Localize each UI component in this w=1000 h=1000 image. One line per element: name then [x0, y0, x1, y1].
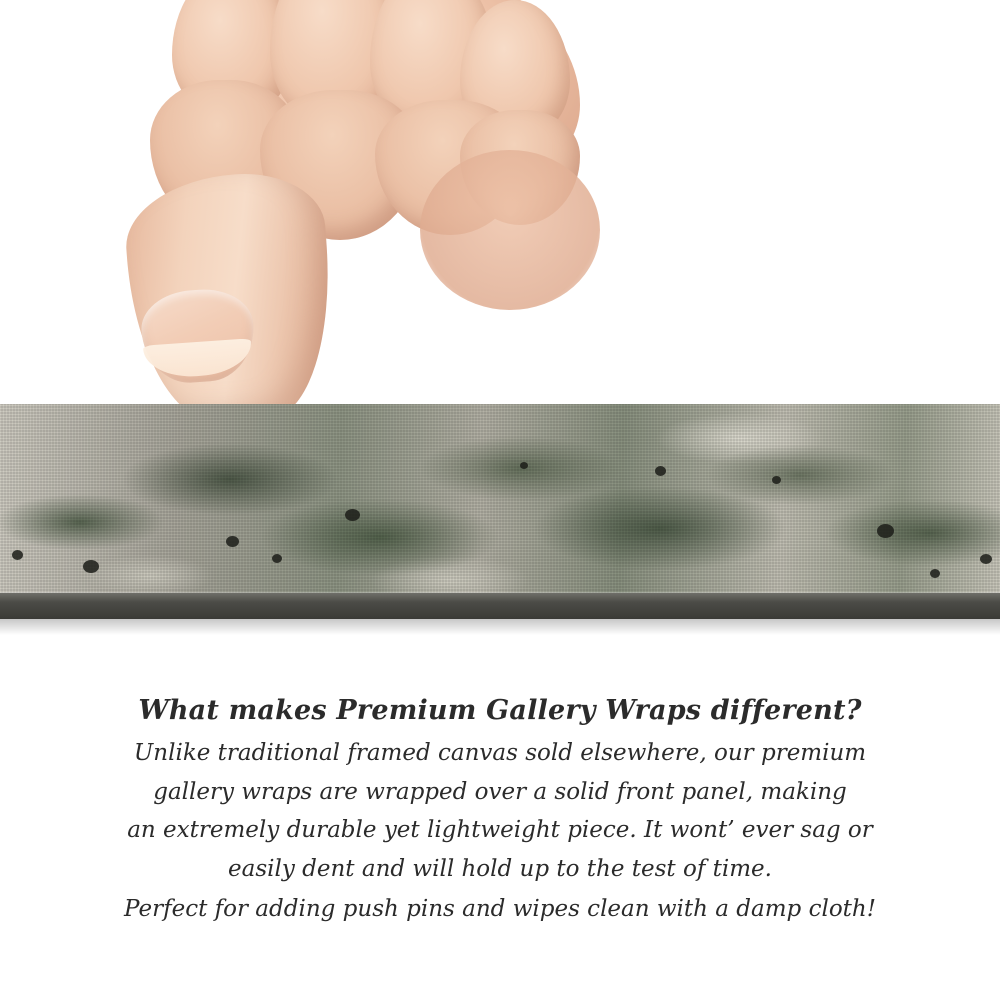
caption-body — [0, 738, 1000, 926]
canvas-weave-texture — [0, 404, 1000, 619]
canvas-speck — [272, 554, 282, 563]
canvas-speck — [12, 550, 23, 560]
caption-line: an extremely durable yet lightweight piece. It wont’ ever sag or — [127, 817, 873, 844]
caption-heading: What makes Premium Gallery Wraps different? — [138, 695, 862, 726]
canvas-speck — [930, 569, 940, 578]
canvas-speck — [877, 524, 894, 538]
canvas-speck — [980, 554, 992, 564]
canvas-wrap-edge — [0, 404, 1000, 619]
hand-shadow — [420, 150, 600, 310]
canvas-speck — [226, 536, 239, 547]
canvas-speck — [83, 560, 99, 573]
canvas-speck — [655, 466, 666, 476]
caption-line: gallery wraps are wrapped over a solid front panel, making — [153, 778, 847, 805]
canvas-speck — [772, 476, 781, 484]
canvas-speck — [345, 509, 360, 521]
caption-line: easily dent and will hold up to the test of time. — [228, 856, 772, 883]
caption-block — [0, 695, 1000, 926]
hand-illustration — [120, 0, 580, 430]
caption-line: Unlike traditional framed canvas sold elsewhere, our premium — [133, 740, 867, 766]
canvas-drop-shadow — [0, 619, 1000, 635]
canvas-speck — [520, 462, 528, 469]
canvas-bevel-side — [0, 593, 1000, 619]
caption-closing-line: Perfect for adding push pins and wipes clean with a damp cloth! — [124, 895, 876, 922]
